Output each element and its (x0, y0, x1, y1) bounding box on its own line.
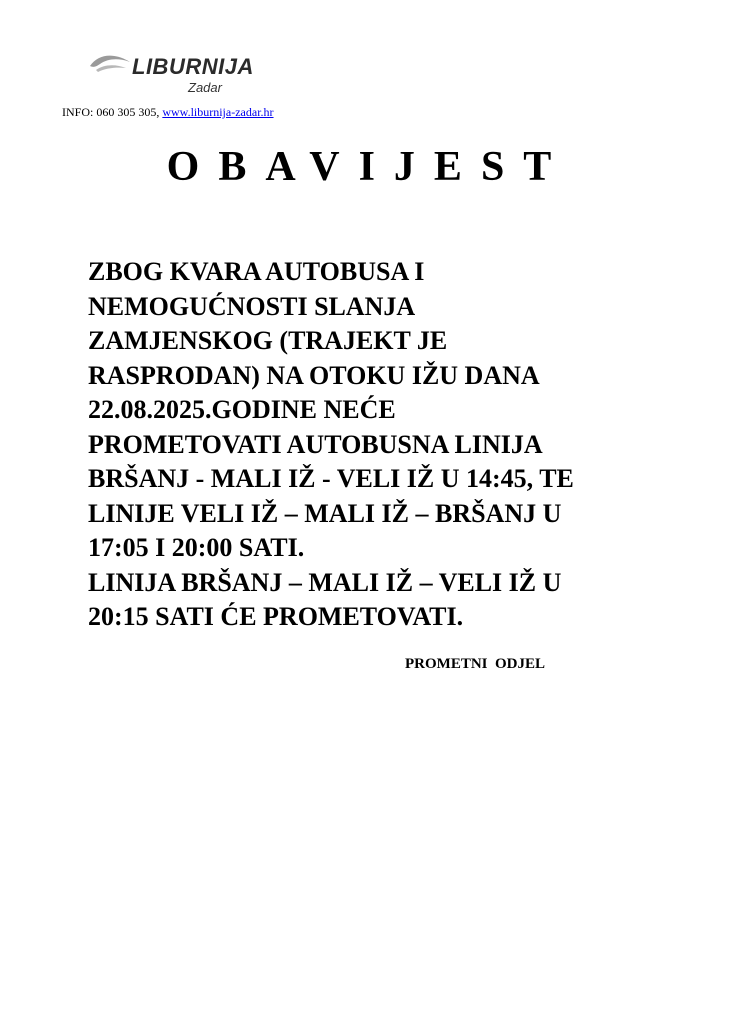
notice-line: LINIJE VELI IŽ – MALI IŽ – BRŠANJ U (88, 498, 562, 528)
website-link[interactable]: www.liburnija-zadar.hr (162, 105, 274, 119)
notice-line: PROMETOVATI AUTOBUSNA LINIJA (88, 429, 543, 459)
contact-info (62, 105, 274, 120)
notice-line: 22.08.2025.GODINE NEĆE (88, 395, 396, 424)
notice-line: BRŠANJ - MALI IŽ - VELI IŽ U 14:45, TE (88, 464, 574, 493)
notice-line: 20:15 SATI ĆE PROMETOVATI. (88, 602, 464, 631)
notice-body (88, 255, 648, 635)
notice-line: ZAMJENSKOG (TRAJEKT JE (88, 326, 448, 355)
notice-line: NEMOGUĆNOSTI SLANJA (88, 291, 416, 321)
logo-city: Zadar (188, 80, 222, 95)
info-phone: INFO: 060 305 305, (62, 105, 160, 119)
dolphin-icon (88, 52, 132, 78)
notice-line: LINIJA BRŠANJ – MALI IŽ – VELI IŽ U (88, 567, 562, 597)
notice-line: ZBOG KVARA AUTOBUSA I (88, 257, 425, 286)
liburnija-logo (88, 50, 258, 100)
notice-line: RASPRODAN) NA OTOKU IŽU DANA (88, 360, 540, 390)
logo-name: LIBURNIJA (132, 54, 254, 79)
department-signature: PROMETNI ODJEL (405, 656, 546, 672)
notice-line: 17:05 I 20:00 SATI. (88, 533, 305, 562)
page-title: OBAVIJEST (166, 144, 571, 190)
